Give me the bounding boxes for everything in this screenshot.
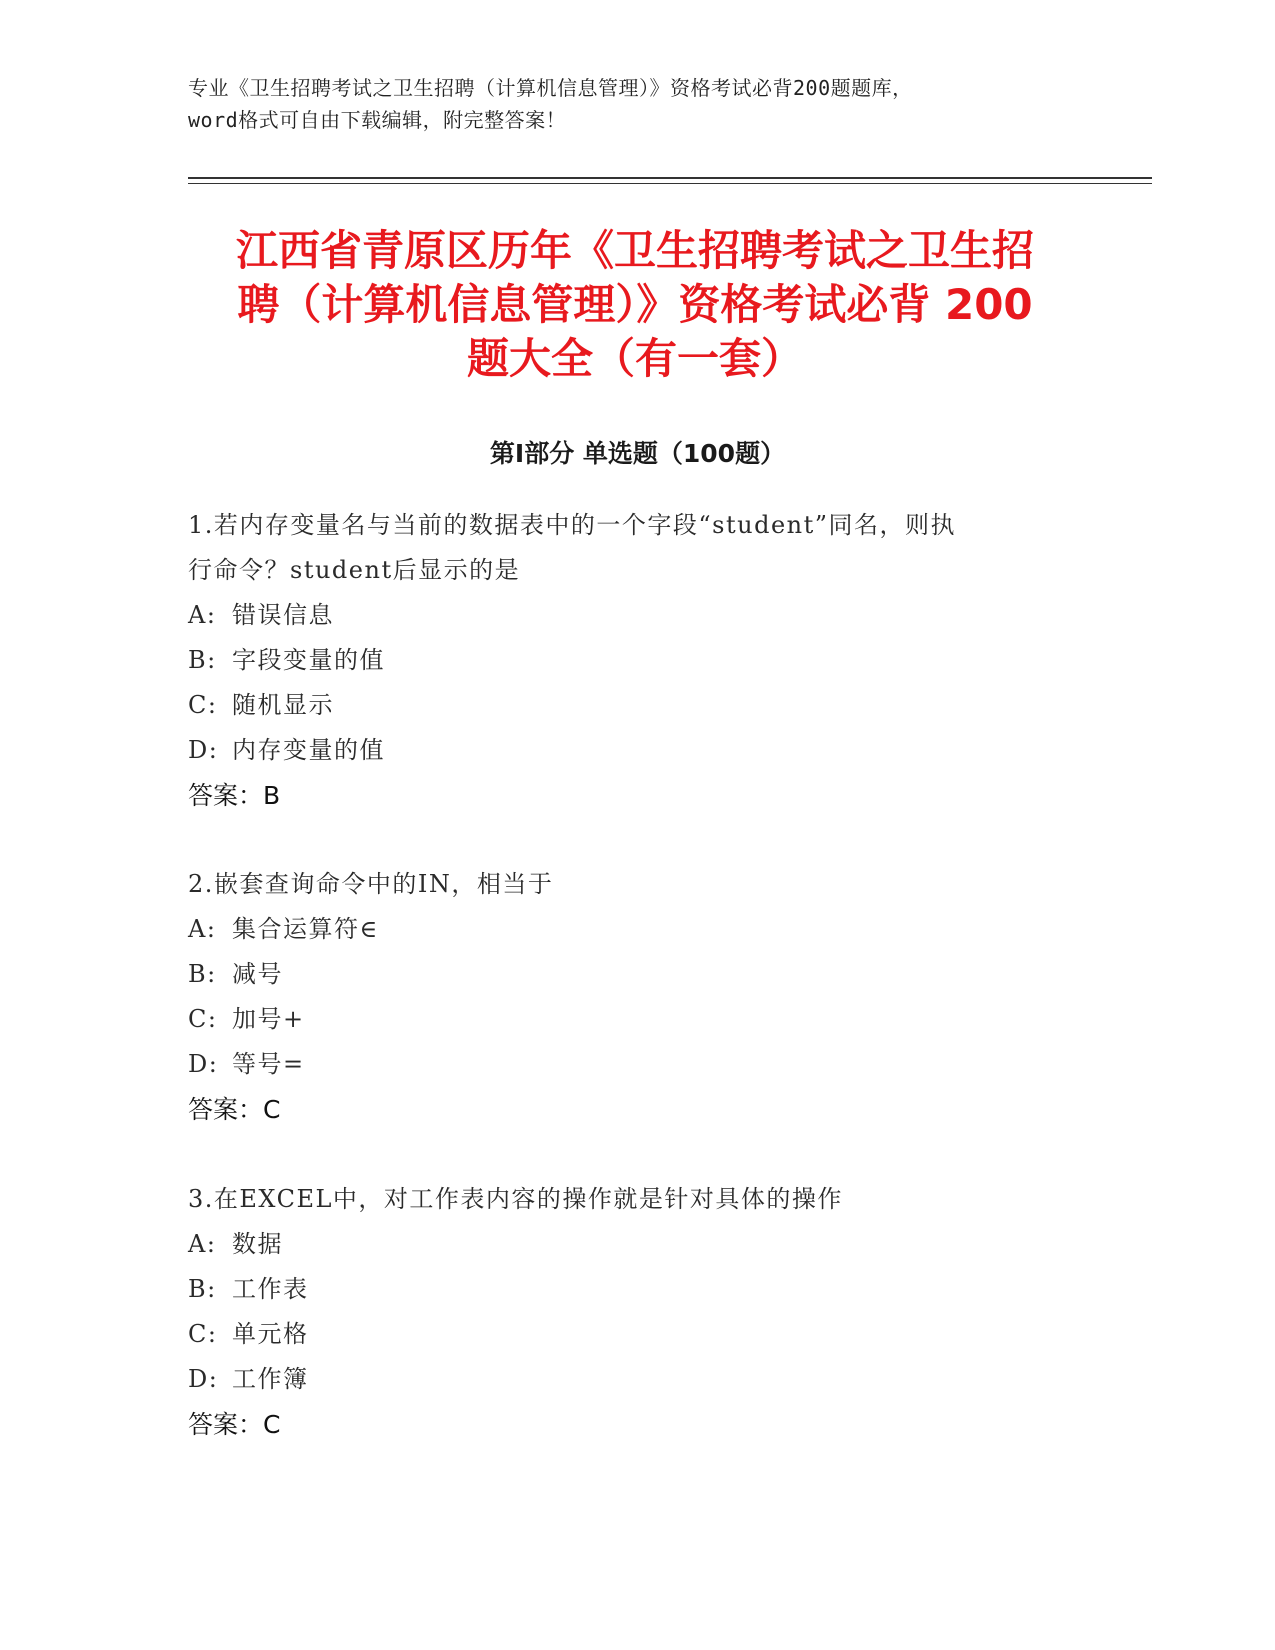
header-rule-thick xyxy=(188,177,1152,179)
question-2 xyxy=(188,862,1088,1132)
option-b xyxy=(188,638,1088,683)
option-text: 工作簿 xyxy=(232,1365,309,1393)
option-letter: B: xyxy=(188,646,217,674)
option-letter: B: xyxy=(188,1275,217,1303)
section-heading: 第Ⅰ部分 单选题（100题） xyxy=(489,439,786,468)
document-title xyxy=(150,224,1120,386)
option-letter: A: xyxy=(188,915,217,943)
option-letter: B: xyxy=(188,960,217,988)
title-line-3: 题大全（有一套） xyxy=(466,334,803,383)
option-text: 字段变量的值 xyxy=(232,646,385,674)
option-b xyxy=(188,1267,1088,1312)
option-letter: D: xyxy=(188,1365,219,1393)
question-stem xyxy=(188,1177,1088,1222)
option-letter: D: xyxy=(188,736,219,764)
option-letter: C: xyxy=(188,1005,218,1033)
option-letter: A: xyxy=(188,601,217,629)
option-text: 数据 xyxy=(232,1230,283,1258)
option-letter: A: xyxy=(188,1230,217,1258)
answer-line: 答案：B xyxy=(188,781,281,810)
header-note xyxy=(188,72,1088,136)
option-text: 随机显示 xyxy=(232,691,334,719)
option-text: 内存变量的值 xyxy=(232,736,385,764)
option-text: 等号= xyxy=(232,1050,305,1078)
option-a xyxy=(188,1222,1088,1267)
question-stem-line: 行命令？student后显示的是 xyxy=(188,556,521,584)
header-note-line-2: word格式可自由下载编辑，附完整答案！ xyxy=(188,108,567,132)
question-stem-line: 1.若内存变量名与当前的数据表中的一个字段“student”同名，则执 xyxy=(188,511,957,539)
question-1 xyxy=(188,503,1088,818)
option-c xyxy=(188,683,1088,728)
option-a xyxy=(188,593,1088,638)
option-letter: D: xyxy=(188,1050,219,1078)
option-c xyxy=(188,1312,1088,1357)
option-letter: C: xyxy=(188,691,218,719)
answer-line: 答案：C xyxy=(188,1095,281,1124)
option-text: 工作表 xyxy=(232,1275,309,1303)
title-line-2: 聘（计算机信息管理）》资格考试必背 200 xyxy=(237,280,1033,329)
option-d xyxy=(188,728,1088,773)
option-text: 减号 xyxy=(232,960,283,988)
answer-line: 答案：C xyxy=(188,1410,281,1439)
option-d xyxy=(188,1357,1088,1402)
question-3 xyxy=(188,1177,1088,1447)
question-stem-line: 3.在EXCEL中，对工作表内容的操作就是针对具体的操作 xyxy=(188,1185,843,1213)
option-a xyxy=(188,907,1088,952)
option-d xyxy=(188,1042,1088,1087)
question-stem xyxy=(188,503,1088,593)
option-c xyxy=(188,997,1088,1042)
option-text: 加号+ xyxy=(232,1005,305,1033)
header-note-line-1: 专业《卫生招聘考试之卫生招聘（计算机信息管理）》资格考试必背200题题库， xyxy=(188,76,913,100)
title-line-1: 江西省青原区历年《卫生招聘考试之卫生招 xyxy=(235,226,1034,275)
option-text: 错误信息 xyxy=(232,601,334,629)
option-letter: C: xyxy=(188,1320,218,1348)
option-b xyxy=(188,952,1088,997)
question-stem xyxy=(188,862,1088,907)
option-text: 集合运算符∈ xyxy=(232,915,379,943)
question-stem-line: 2.嵌套查询命令中的IN，相当于 xyxy=(188,870,554,898)
option-text: 单元格 xyxy=(232,1320,309,1348)
header-rule-thin xyxy=(188,183,1152,184)
